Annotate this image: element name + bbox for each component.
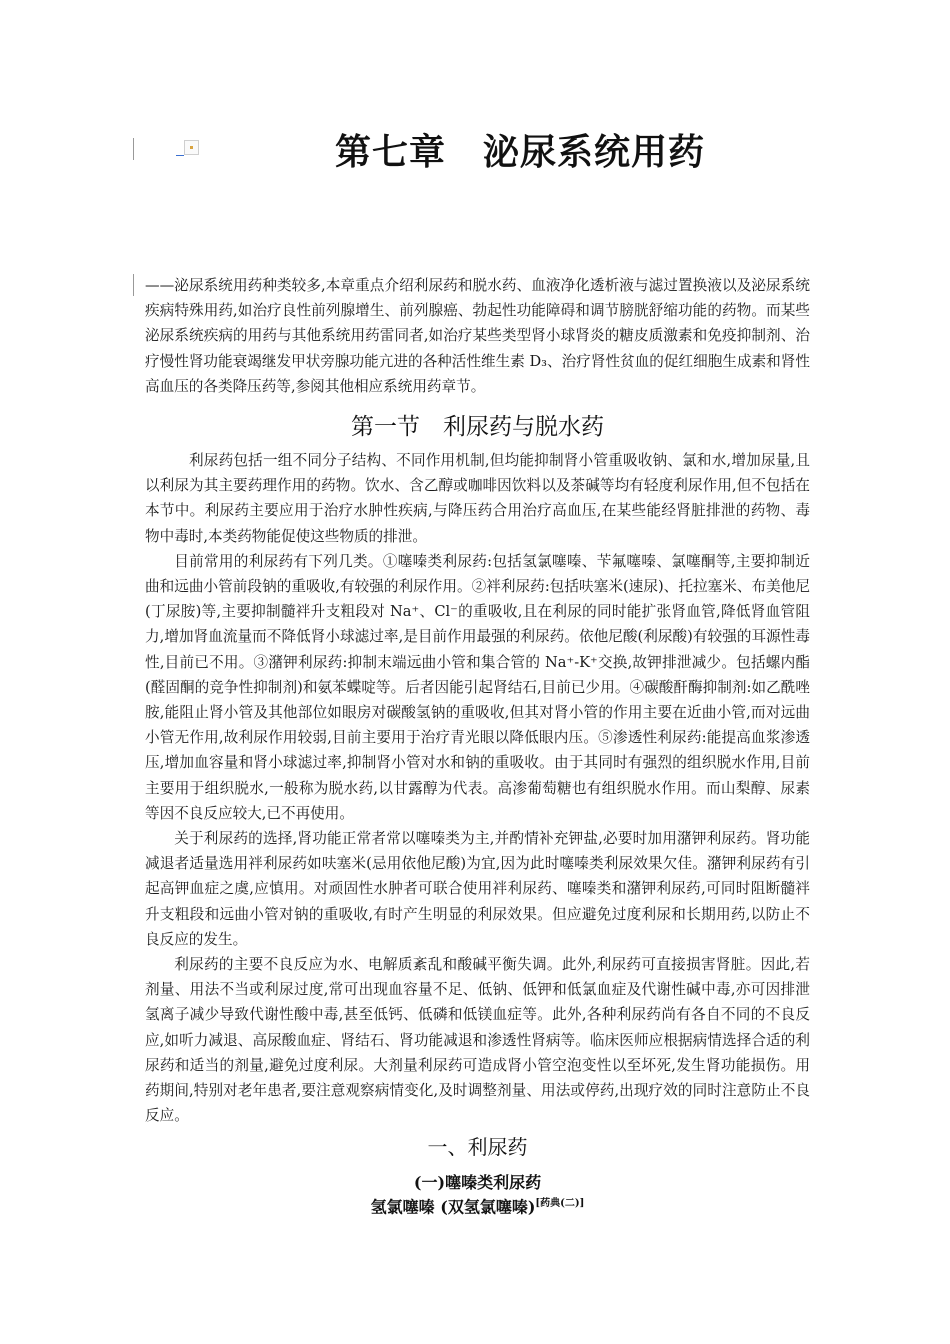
margin-marker [133,138,134,160]
pharmacopoeia-reference: [药典(二)] [535,1198,585,1209]
drug-heading [145,1194,810,1217]
section-body [145,448,810,1128]
chapter-title: 第七章 泌尿系统用药 [334,131,705,173]
anchor-underline [176,155,184,156]
paragraph: 利尿药的主要不良反应为水、电解质紊乱和酸碱平衡失调。此外,利尿药可直接损害肾脏。因此,若剂量、用法不当或利尿过度,常可出现血容量不足、低钠、低钾和低氯血症及代谢性碱中毒,亦可因排泄氢离子减少导致代谢性酸中毒,甚至低钙、低磷和低镁血症等。此外,各种利尿药尚有各自不同的不良反应,如听力减退、高尿酸血症、肾结石、肾功能减退和渗透性肾病等。临床医师应根据病情选择合适的利尿药和适当的剂量,避免过度利尿。大剂量利尿药可造成肾小管空泡变性以至坏死,发生肾功能损伤。用药期间,特别对老年患者,要注意观察病情变化,及时调整剂量、用法或停药,出现疗效的同时注意防止不良反应。 [145,956,810,1125]
drug-name: 氢氯噻嗪 (双氢氯噻嗪) [370,1197,536,1217]
margin-marker [133,274,134,296]
intro-paragraph: ——泌尿系统用药种类较多,本章重点介绍利尿药和脱水药、血液净化透析液与滤过置换液以及泌尿系统疾病特殊用药,如治疗良性前列腺增生、前列腺癌、勃起性功能障碍和调节膀胱舒缩功能的药物。而某些泌尿系统疾病的用药与其他系统用药雷同者,如治疗某些类型肾小球肾炎的糖皮质激素和免疫抑制剂、治疗慢性肾功能衰竭继发甲状旁腺功能亢进的各种活性维生素 D₃、治疗肾性贫血的促红细胞生成素和肾性高血压的各类降压药等,参阅其他相应系统用药章节。 [145,277,810,395]
paragraph: 利尿药包括一组不同分子结构、不同作用机制,但均能抑制肾小管重吸收钠、氯和水,增加尿量,且以利尿为其主要药理作用的药物。饮水、含乙醇或咖啡因饮料以及茶碱等均有轻度利尿作用,但不包括在本节中。利尿药主要应用于治疗水肿性疾病,与降压药合用治疗高血压,在某些能经肾脏排泄的药物、毒物中毒时,本类药物能促使这些物质的排泄。 [145,452,810,545]
paragraph: 目前常用的利尿药有下列几类。①噻嗪类利尿药:包括氢氯噻嗪、苄氟噻嗪、氯噻酮等,主要抑制近曲和远曲小管前段钠的重吸收,有较强的利尿作用。②袢利尿药:包括呋塞米(速尿)、托拉塞米、布美他尼(丁尿胺)等,主要抑制髓袢升支粗段对 Na⁺、Cl⁻的重吸收,且在利尿的同时能扩张肾血管,降低肾血管阻力,增加肾血流量而不降低肾小球滤过率,是目前作用最强的利尿药。依他尼酸(利尿酸)有较强的耳源性毒性,目前已不用。③潴钾利尿药:抑制末端远曲小管和集合管的 Na⁺-K⁺交换,故钾排泄减少。包括螺内酯(醛固酮的竞争性抑制剂)和氨苯蝶啶等。后者因能引起肾结石,目前已少用。④碳酸酐酶抑制剂:如乙酰唑胺,能阻止肾小管及其他部位如眼房对碳酸氢钠的重吸收,但其对肾小管的作用主要在近曲小管,而对远曲小管无作用,故利尿作用较弱,目前主要用于治疗青光眼以降低眼内压。⑤渗透性利尿药:能提高血浆渗透压,增加血容量和肾小球滤过率,抑制肾小管对水和钠的重吸收。由于其同时有强烈的组织脱水作用,目前主要用于组织脱水,一般称为脱水药,以甘露醇为代表。高渗葡萄糖也有组织脱水作用。而山梨醇、尿素等因不良反应较大,已不再使用。 [145,552,810,822]
subsubsection-title: (一)噻嗪类利尿药 [413,1173,542,1192]
section-title: 第一节 利尿药与脱水药 [351,414,604,440]
subsection-title: 一、利尿药 [427,1135,528,1159]
paragraph: 关于利尿药的选择,肾功能正常者常以噻嗪类为主,并酌情补充钾盐,必要时加用潴钾利尿药。肾功能减退者适量选用袢利尿药如呋塞米(忌用依他尼酸)为宜,因为此时噻嗪类利尿效果欠佳。潴钾利尿药有引起高钾血症之虞,应慎用。对顽固性水肿者可联合使用袢利尿药、噻嗪类和潴钾利尿药,可同时阻断髓袢升支粗段和远曲小管对钠的重吸收,有时产生明显的利尿效果。但应避免过度利尿和长期用药,以防止不良反应的发生。 [145,830,810,948]
